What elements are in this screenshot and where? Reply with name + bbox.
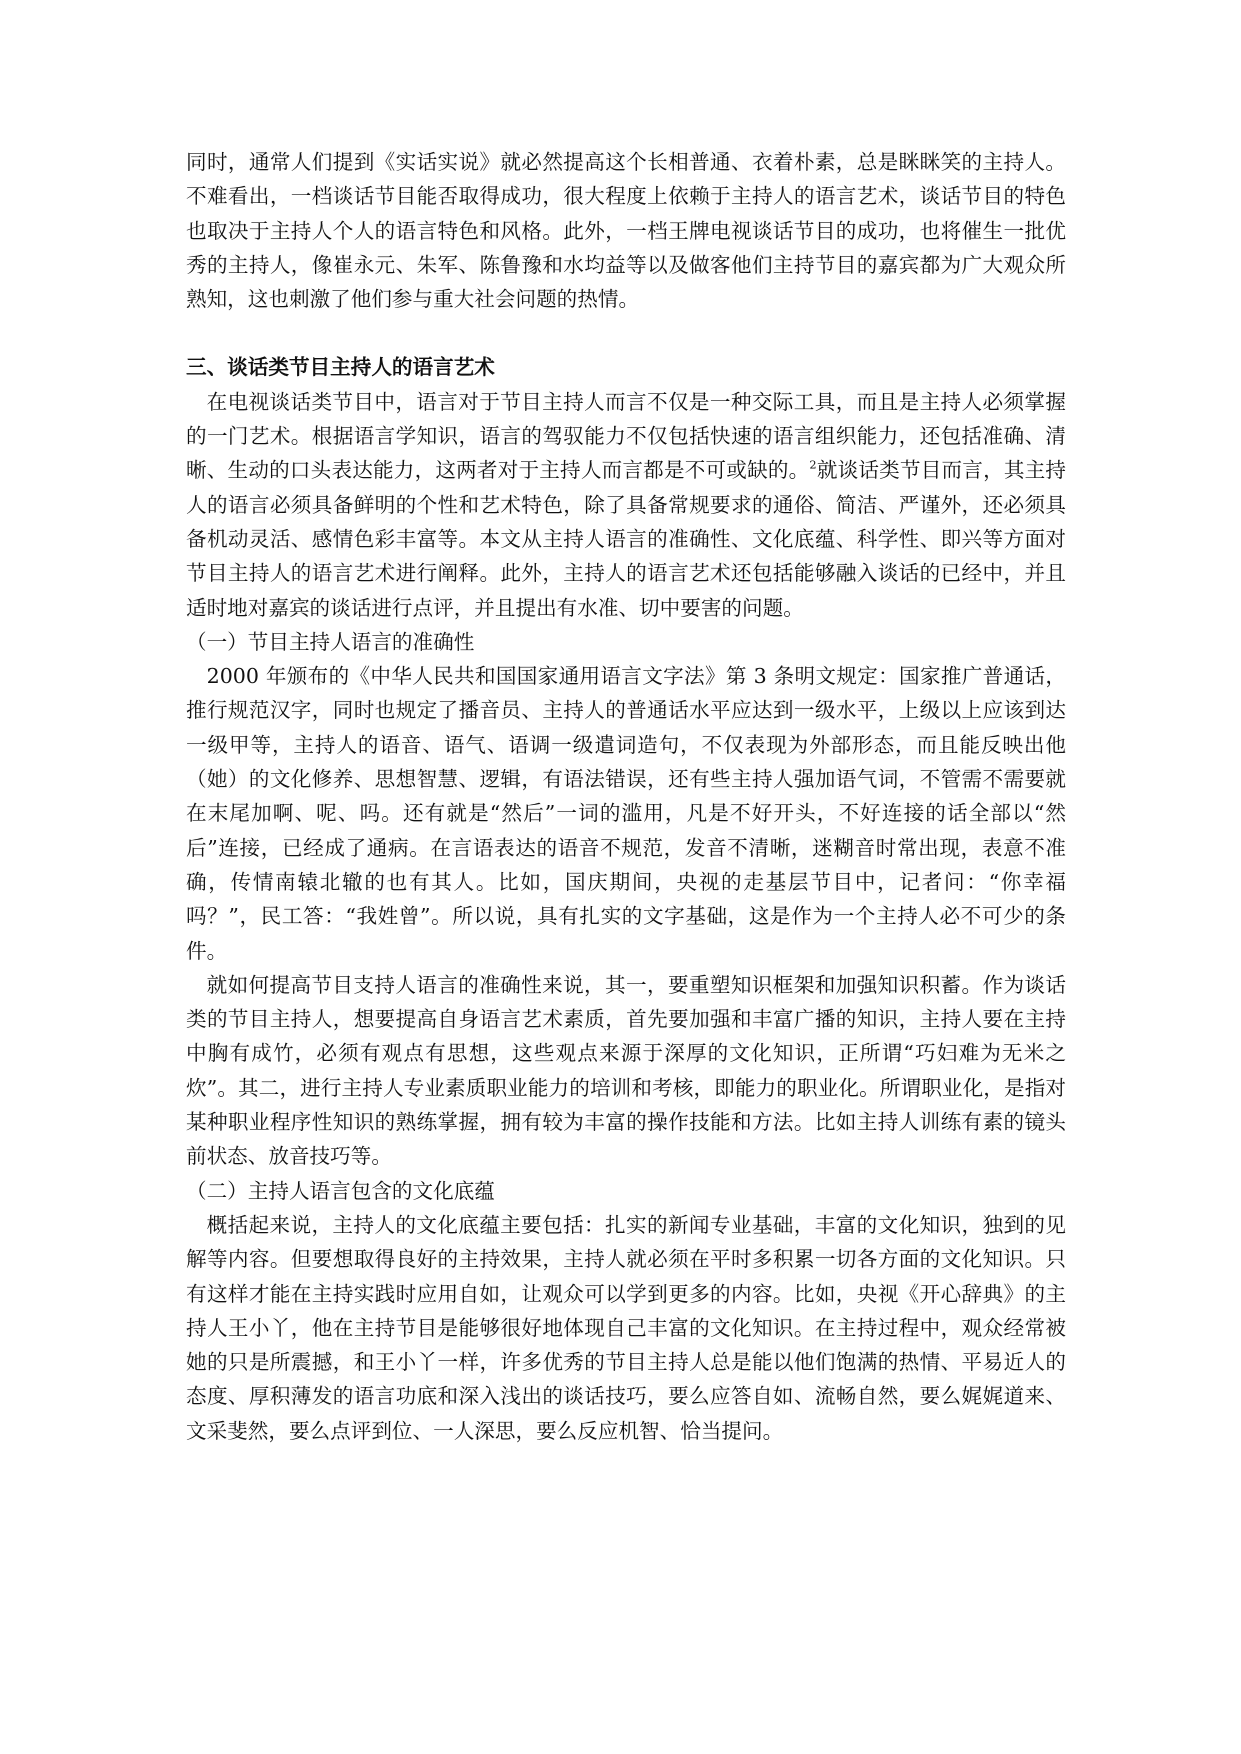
subsection-1-paragraph-a: 2000 年颁布的《中华人民共和国国家通用语言文字法》第 3 条明文规定：国家推广普通话，推行规范汉字，同时也规定了播音员、主持人的普通话水平应达到一级水平，上级以上应该到达一级甲等，主持人的语音、语气、语调一级遣词造句，不仅表现为外部形态，而且能反映出他（她）的文化修养、思想智慧、逻辑，有语法错误，还有些主持人强加语气词，不管需不需要就在末尾加啊、呢、吗。还有就是“然后”一词的滥用，凡是不好开头，不好连接的话全部以“然后”连接，已经成了通病。在言语表达的语音不规范，发音不清晰，迷糊音时常出现，表意不准确，传情南辕北辙的也有其人。比如，国庆期间，央视的走基层节目中，记者问：“你幸福吗？”，民工答：“我姓曾”。所以说，具有扎实的文字基础，这是作为一个主持人必不可少的条件。: [186, 664, 1066, 963]
subsection-1-paragraph-b: 就如何提高节目支持人语言的准确性来说，其一，要重塑知识框架和加强知识积蓄。作为谈话类的节目主持人，想要提高自身语言艺术素质，首先要加强和丰富广播的知识，主持人要在主持中胸有成竹，必须有观点有思想，这些观点来源于深厚的文化知识，正所谓“巧妇难为无米之炊”。其二，进行主持人专业素质职业能力的培训和考核，即能力的职业化。所谓职业化，是指对某种职业程序性知识的熟练掌握，拥有较为丰富的操作技能和方法。比如主持人训练有素的镜头前状态、放音技巧等。: [186, 972, 1066, 1169]
intro-paragraph: 同时，通常人们提到《实话实说》就必然提高这个长相普通、衣着朴素，总是眯眯笑的主持人。不难看出，一档谈话节目能否取得成功，很大程度上依赖于主持人的语言艺术，谈话节目的特色也取决于主持人个人的语言特色和风格。此外，一档王牌电视谈话节目的成功，也将催生一批优秀的主持人，像崔永元、朱军、陈鲁豫和水均益等以及做客他们主持节目的嘉宾都为广大观众所熟知，这也刺激了他们参与重大社会问题的热情。: [186, 150, 1066, 312]
subsection-2-paragraph-a: 概括起来说，主持人的文化底蕴主要包括：扎实的新闻专业基础，丰富的文化知识，独到的见解等内容。但要想取得良好的主持效果，主持人就必须在平时多积累一切各方面的文化知识。只有这样才能在主持实践时应用自如，让观众可以学到更多的内容。比如，央视《开心辞典》的主持人王小丫，他在主持节目是能够很好地体现自己丰富的文化知识。在主持过程中，观众经常被她的只是所震撼，和王小丫一样，许多优秀的节目主持人总是能以他们饱满的热情、平易近人的态度、厚积薄发的语言功底和深入浅出的谈话技巧，要么应答自如、流畅自然，要么娓娓道来、文采斐然，要么点评到位、一人深思，要么反应机智、恰当提问。: [186, 1212, 1066, 1443]
section-heading-3: 三、谈话类节目主持人的语言艺术: [186, 355, 495, 380]
footnote-reference[interactable]: 2: [809, 457, 817, 472]
section-3-text-b: 就谈话类节目而言，其主持人的语言必须具备鲜明的个性和艺术特色，除了具备常规要求的通俗、简洁、严谨外，还必须具备机动灵活、感情色彩丰富等。本文从主持人语言的准确性、文化底蕴、科学性、即兴等方面对节目主持人的语言艺术进行阐释。此外，主持人的语言艺术还包括能够融入谈话的已经中，并且适时地对嘉宾的谈话进行点评，并且提出有水准、切中要害的问题。: [186, 458, 1067, 620]
document-page: [186, 145, 1066, 1448]
paragraph-gap: [186, 316, 1066, 350]
subsection-heading-2: （二）主持人语言包含的文化底蕴: [186, 1178, 495, 1203]
section-3-paragraph: [186, 385, 1066, 625]
subsection-heading-1: （一）节目主持人语言的准确性: [186, 629, 475, 654]
section-3-text-a: 在电视谈话类节目中，语言对于节目主持人而言不仅是一种交际工具，而且是主持人必须掌握的一门艺术。根据语言学知识，语言的驾驭能力不仅包括快速的语言组织能力，还包括准确、清晰、生动的口头表达能力，这两者对于主持人而言都是不可或缺的。: [186, 389, 1066, 483]
